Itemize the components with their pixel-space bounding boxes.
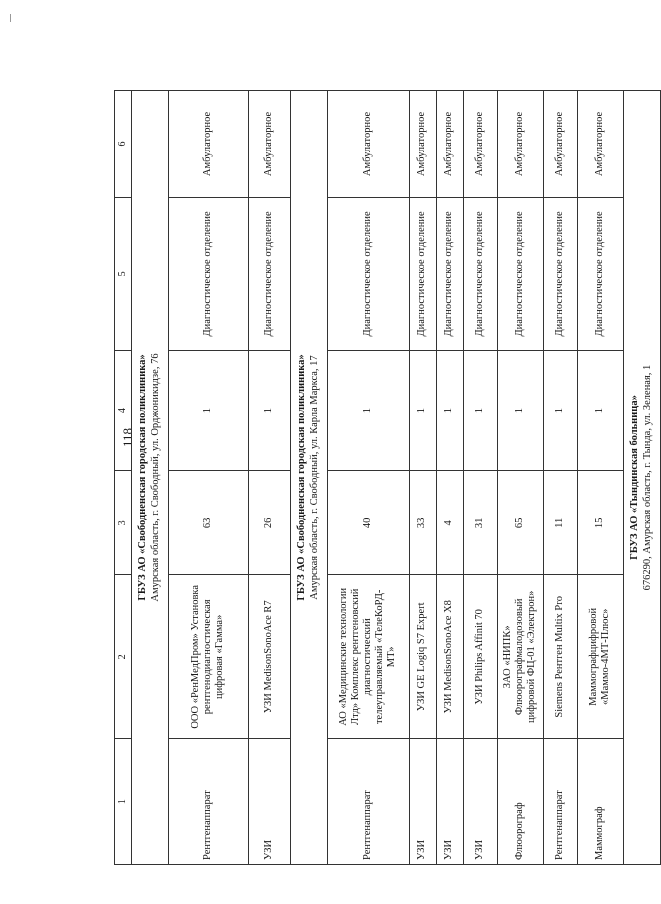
column-number-row [115,91,132,865]
table-row [409,91,436,865]
table-row [248,91,290,865]
equipment-table [114,90,661,865]
cell-dept: Диагностическое отделение [248,197,290,350]
cell-wear: 15 [577,471,623,575]
cell-dept: Диагностическое отделение [577,197,623,350]
cell-dept: Диагностическое отделение [463,197,497,350]
cell-qty: 1 [327,350,409,470]
cell-condition: Амбулаторное [463,91,497,198]
cell-model: АО «Медицинские технологии Лтд» Комплекс рентгеновский диагностический телеуправляемый «ТелеКоРД-МТ» [327,575,409,739]
cell-type: Маммограф [577,739,623,865]
cell-model: ЗАО «НИПК» Флюорографмалодозовый цифровой ФЦ-01 «Электрон» [497,575,543,739]
cell-model: Siemens Рентген Multix Pro [543,575,577,739]
cell-qty: 1 [543,350,577,470]
cell-wear: 63 [168,471,248,575]
cell-model: УЗИ MedisonSonoAce X8 [436,575,463,739]
cell-qty: 1 [497,350,543,470]
cell-wear: 33 [409,471,436,575]
cell-dept: Диагностическое отделение [409,197,436,350]
cell-model: УЗИ MedisonSonoAce R7 [248,575,290,739]
section-title: ГБУЗ АО «Свободненская городская поликлиника» [137,354,149,601]
cell-condition: Амбулаторное [168,91,248,198]
cell-condition: Амбулаторное [409,91,436,198]
cell-qty: 1 [463,350,497,470]
cell-qty: 1 [168,350,248,470]
table-row [497,91,543,865]
section-header [131,91,168,865]
cell-wear: 4 [436,471,463,575]
cell-model: УЗИ Philips Affinit 70 [463,575,497,739]
col-header-4: 4 [115,350,132,470]
cell-type: Рентгенаппарат [327,739,409,865]
section-address: Амурская область, г. Свободный, ул. Орджоникидзе, 76 [149,353,161,602]
cell-condition: Амбулаторное [248,91,290,198]
cell-type: Рентгенаппарат [543,739,577,865]
cell-condition: Амбулаторное [436,91,463,198]
table-row [168,91,248,865]
col-header-5: 5 [115,197,132,350]
col-header-2: 2 [115,575,132,739]
cell-wear: 31 [463,471,497,575]
cell-condition: Амбулаторное [327,91,409,198]
cell-dept: Диагностическое отделение [543,197,577,350]
cell-model: УЗИ GE Logiq S7 Expert [409,575,436,739]
margin-mark [10,14,11,22]
col-header-1: 1 [115,739,132,865]
cell-condition: Амбулаторное [497,91,543,198]
cell-condition: Амбулаторное [577,91,623,198]
cell-type: Флюорограф [497,739,543,865]
section-title: ГБУЗ АО «Тындинская больница» [629,395,641,560]
cell-model: Маммографцифровой «Маммо-4МТ-Плюс» [577,575,623,739]
section-header [623,91,660,865]
section-header [290,91,327,865]
section-title: ГБУЗ АО «Свободненская городская поликлиника» [296,354,308,601]
cell-type: УЗИ [436,739,463,865]
cell-qty: 1 [577,350,623,470]
cell-model: ООО «РенМедПром» Установка рентгенодиагностическая цифровая «Гамма» [168,575,248,739]
section-address: 676290, Амурская область, г. Тында, ул. Зеленая, 1 [641,364,653,591]
cell-type: УЗИ [409,739,436,865]
cell-wear: 11 [543,471,577,575]
cell-wear: 65 [497,471,543,575]
cell-qty: 1 [436,350,463,470]
cell-dept: Диагностическое отделение [436,197,463,350]
cell-dept: Диагностическое отделение [168,197,248,350]
col-header-3: 3 [115,471,132,575]
cell-dept: Диагностическое отделение [327,197,409,350]
table-row [463,91,497,865]
cell-condition: Амбулаторное [543,91,577,198]
cell-wear: 40 [327,471,409,575]
cell-type: УЗИ [248,739,290,865]
table-row [577,91,623,865]
cell-qty: 1 [409,350,436,470]
cell-dept: Диагностическое отделение [497,197,543,350]
section-address: Амурская область, г. Свободный, ул. Карла Маркса, 17 [308,355,320,600]
rotated-page [114,90,653,865]
col-header-6: 6 [115,91,132,198]
cell-qty: 1 [248,350,290,470]
table-row [543,91,577,865]
cell-wear: 26 [248,471,290,575]
table-row [327,91,409,865]
cell-type: УЗИ [463,739,497,865]
cell-type: Рентгенаппарат [168,739,248,865]
table-row [436,91,463,865]
page-number: 118 [120,427,135,447]
